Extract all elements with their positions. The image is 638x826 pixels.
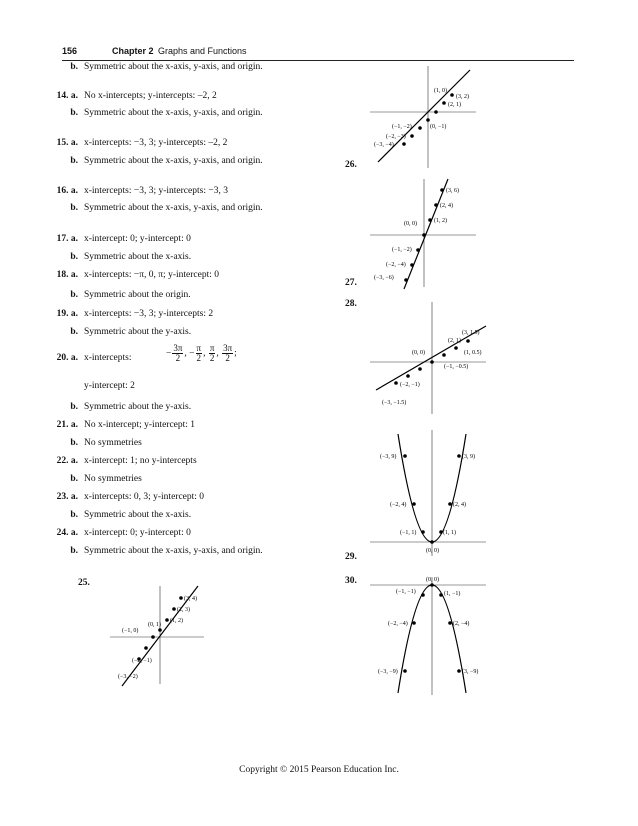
- point-label: (−2, −1): [400, 382, 420, 388]
- point-label: (0, 1): [148, 622, 161, 628]
- point-label: (−1, 0): [122, 628, 139, 634]
- point-label: (2, 1): [448, 338, 461, 344]
- problem-28-label: 28.: [345, 299, 357, 309]
- copyright-footer: Copyright © 2015 Pearson Education Inc.: [239, 765, 399, 775]
- point-label: (−3, −6): [374, 275, 394, 281]
- point-label: (1, 0.5): [464, 350, 482, 356]
- chapter-label: Chapter 2: [112, 46, 154, 56]
- point-label: (−2, −4): [386, 262, 406, 268]
- point-label: (1, −1): [444, 591, 461, 597]
- graph-28: [368, 298, 490, 418]
- point-label: (0, 0): [426, 548, 439, 554]
- graph-29: [368, 428, 490, 558]
- point-label: (0, 0): [426, 577, 439, 583]
- point-label: (1, 2): [434, 218, 447, 224]
- point-label: (−2, −1): [132, 658, 152, 664]
- point-label: (−1, −2): [392, 124, 412, 130]
- point-label: (3, 6): [446, 188, 459, 194]
- point-label: (0, 0): [404, 221, 417, 227]
- problem-29-label: 29.: [345, 552, 357, 562]
- point-label: (3, 2): [456, 94, 469, 100]
- point-label: (3, 4): [184, 596, 197, 602]
- point-label: (2, 3): [177, 607, 190, 613]
- page-header: [62, 46, 574, 61]
- point-label: (−3, −2): [118, 674, 138, 680]
- point-label: (−3, −1.5): [382, 400, 407, 406]
- point-label: (2, 1): [448, 102, 461, 108]
- point-label: (−3, −9): [378, 669, 398, 675]
- problem-27-label: 27.: [345, 278, 357, 288]
- point-label: (1, 0): [434, 88, 447, 94]
- graph-25: [108, 578, 208, 688]
- point-label: (1, 1): [443, 530, 456, 536]
- point-label: (2, 4): [440, 203, 453, 209]
- point-label: (−2, 4): [390, 502, 407, 508]
- graph-26: [368, 62, 480, 172]
- problem-30-label: 30.: [345, 576, 357, 586]
- graph-30: [368, 575, 490, 697]
- point-label: (0, 0): [412, 350, 425, 356]
- point-label: (−1, 1): [400, 530, 417, 536]
- line-graph: [404, 179, 448, 289]
- point-label: (2, −4): [453, 621, 470, 627]
- point-label: (−1, −0.5): [444, 364, 469, 370]
- point-label: (3, 9): [462, 454, 475, 460]
- point-label: (−3, 9): [380, 454, 397, 460]
- point-label: (3, 1.5): [462, 330, 480, 336]
- point-label: (1, 2): [170, 618, 183, 624]
- line-graph: [378, 70, 470, 162]
- graph-27: [368, 175, 480, 293]
- point-label: (−1, −1): [396, 589, 416, 595]
- fraction-list: − $\frac{3\pi}{2}$ , − $\frac{\pi}{2}$ , $\frac{\pi}{2}$ , $\frac{3\pi}{2}$ ;: [166, 343, 237, 363]
- point-label: (−1, −2): [392, 247, 412, 253]
- problem-26-label: 26.: [345, 160, 357, 170]
- point-label: (−2, −3): [386, 134, 406, 140]
- point-label: (2, 4): [453, 502, 466, 508]
- problem-25-label: 25.: [78, 578, 90, 588]
- point-label: (3, −9): [462, 669, 479, 675]
- point-label: (−3, −4): [374, 142, 394, 148]
- chapter-title: Graphs and Functions: [158, 46, 247, 56]
- point-label: (−2, −4): [388, 621, 408, 627]
- page-number: 156: [62, 46, 78, 56]
- point-label: (0, −1): [430, 124, 447, 130]
